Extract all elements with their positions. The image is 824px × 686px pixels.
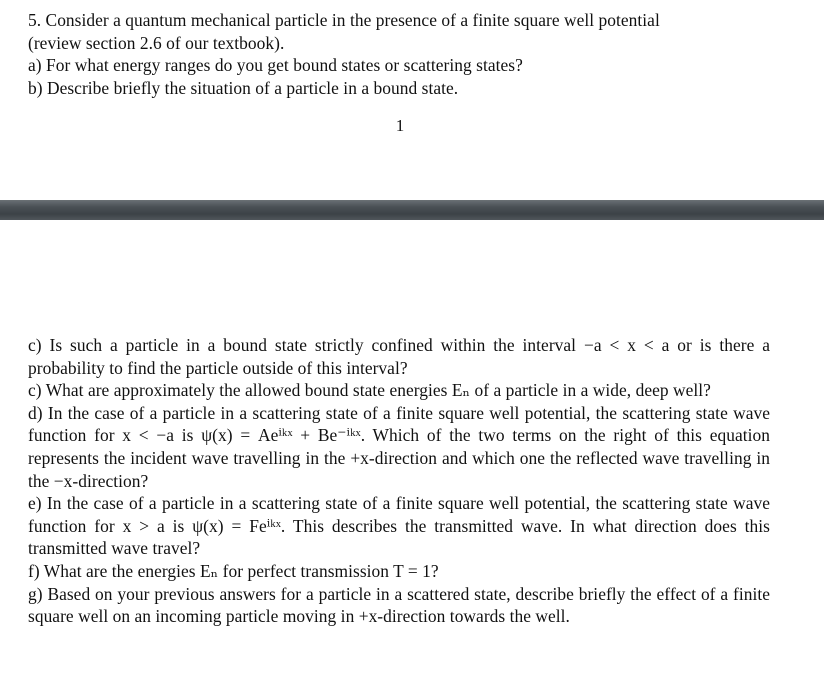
- question-part-c-energies: c) What are approximately the allowed bound state energies Eₙ of a particle in a wide, deep well?: [28, 380, 711, 401]
- question-intro-line-1: 5. Consider a quantum mechanical particle in the presence of a finite square well potential: [28, 10, 660, 30]
- document-page-bottom: [0, 220, 824, 686]
- question-part-c-confinement: c) Is such a particle in a bound state strictly confined within the interval −a < x < a or is there a probability to find the particle outside of this interval?: [28, 335, 770, 378]
- page-number-wrap: [0, 114, 800, 138]
- page-divider: [0, 200, 824, 220]
- question-part-a: a) For what energy ranges do you get bound states or scattering states?: [28, 55, 523, 76]
- question-part-d: d) In the case of a particle in a scattering state of a finite square well potential, the scattering state wave function for x < −a is ψ(x) = Aeⁱᵏˣ + Be⁻ⁱᵏˣ. Which of the two terms on the right of this equation represents the incident wave travelling in the +x-direction and which one the reflected wave travelling in the −x-direction?: [28, 402, 770, 491]
- page-number: 1: [395, 116, 405, 135]
- document-page-top: [0, 0, 824, 200]
- question-5-continued: [28, 334, 770, 628]
- question-part-e: e) In the case of a particle in a scattering state of a finite square well potential, the scattering state wave function for x > a is ψ(x) = Feⁱᵏˣ. This describes the transmitted wave. In what direction does this transmitted wave travel?: [28, 493, 770, 559]
- question-part-g: g) Based on your previous answers for a particle in a scattered state, describe briefly the effect of a finite square well on an incoming particle moving in +x-direction towards the well.: [28, 583, 770, 627]
- question-part-f: f) What are the energies Eₙ for perfect transmission T = 1?: [28, 560, 439, 581]
- question-part-b: b) Describe briefly the situation of a particle in a bound state.: [28, 77, 459, 98]
- question-5-header: [28, 9, 770, 99]
- question-intro-line-2: (review section 2.6 of our textbook).: [28, 32, 285, 53]
